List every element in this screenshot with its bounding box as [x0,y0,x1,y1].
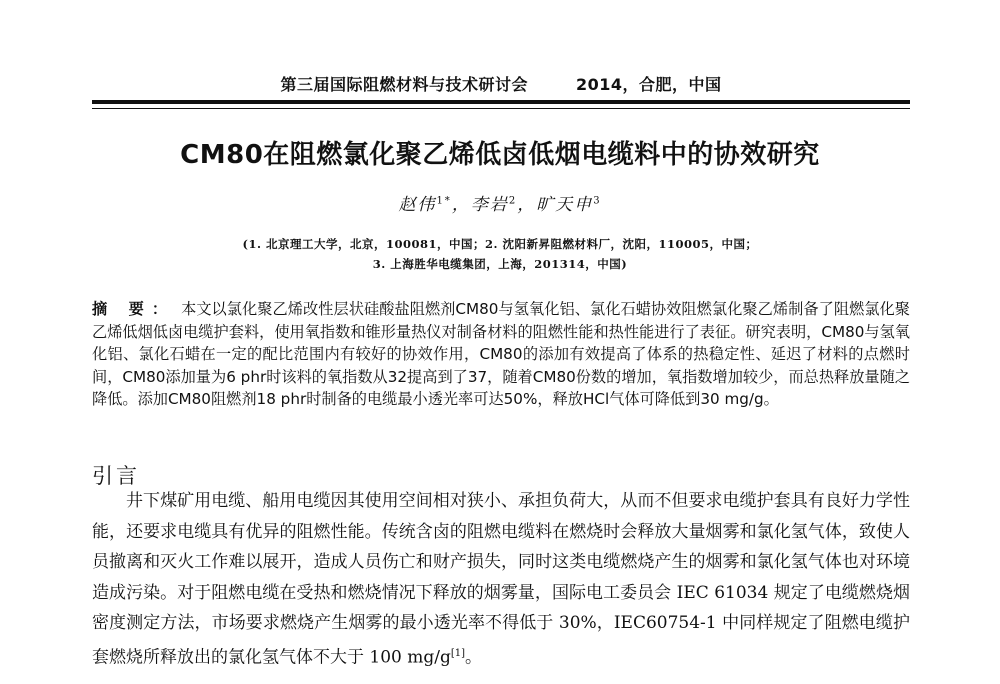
abstract-label: 摘 要： [92,300,176,318]
author-separator: ， [517,195,537,215]
author-list [200,190,800,215]
header-rule-thick [92,100,910,104]
intro-end: 。 [465,647,483,668]
affiliation-line-1: (1. 北京理工大学，北京，100081，中国；2. 沈阳新昇阻燃材料厂，沈阳，110005，中国； [242,237,758,251]
running-header [92,72,910,95]
author-name: 旷天申 [536,195,594,215]
author-separator: ， [451,195,471,215]
citation-ref: [1] [450,647,466,659]
section-heading-intro: 引言 [92,464,140,488]
intro-paragraph [92,486,910,673]
paper-title: CM80在阻燃氯化聚乙烯低卤低烟电缆料中的协效研究 [180,140,820,170]
author-affil-mark: 3 [593,195,602,207]
abstract-text: 本文以氯化聚乙烯改性层状硅酸盐阻燃剂CM80与氢氧化铝、氯化石蜡协效阻燃氯化聚乙烯制备了阻燃氯化聚乙烯低烟低卤电缆护套料，使用氧指数和锥形量热仪对制备材料的阻燃性能和热性能进行了表征。研究表明，CM80与氢氧化铝、氯化石蜡在一定的配比范围内有较好的协效作用，CM80的添加有效提高了体系的热稳定性、延迟了材料的点燃时间，CM80添加量为6 phr时该料的氧指数从32提高到了37，随着CM80份数的增加，氧指数增加较少，而总热释放量随之降低。添加CM80阻燃剂18 phr时制备的电缆最小透光率可达50%，释放HCl气体可降低到30 mg/g。 [92,300,910,408]
conference-name: 第三届国际阻燃材料与技术研讨会 [280,75,528,94]
author-affil-mark: 2 [508,195,518,207]
author-affil-mark: 1* [436,195,452,207]
abstract [92,298,910,411]
author-name: 赵伟 [398,195,437,215]
conference-date-place: 2014，合肥，中国 [575,75,722,94]
author-name: 李岩 [470,195,509,215]
header-rule-thin [92,108,910,109]
intro-text: 井下煤矿用电缆、船用电缆因其使用空间相对狭小、承担负荷大，从而不但要求电缆护套具有良好力学性能，还要求电缆具有优异的阻燃性能。传统含卤的阻燃电缆料在燃烧时会释放大量烟雾和氯化氢气体，致使人员撤离和灭火工作难以展开，造成人员伤亡和财产损失，同时这类电缆燃烧产生的烟雾和氯化氢气体也对环境造成污染。对于阻燃电缆在受热和燃烧情况下释放的烟雾量，国际电工委员会 IEC 61034 规定了电缆燃烧烟密度测定方法，市场要求燃烧产生烟雾的最小透光率不得低于 30%，IEC60754-1 中同样规定了阻燃电缆护套燃烧所释放出的氯化氢气体不大于 100 mg/g [92,491,910,668]
affiliation-line-2: 3. 上海胜华电缆集团，上海，201314，中国) [372,257,628,271]
